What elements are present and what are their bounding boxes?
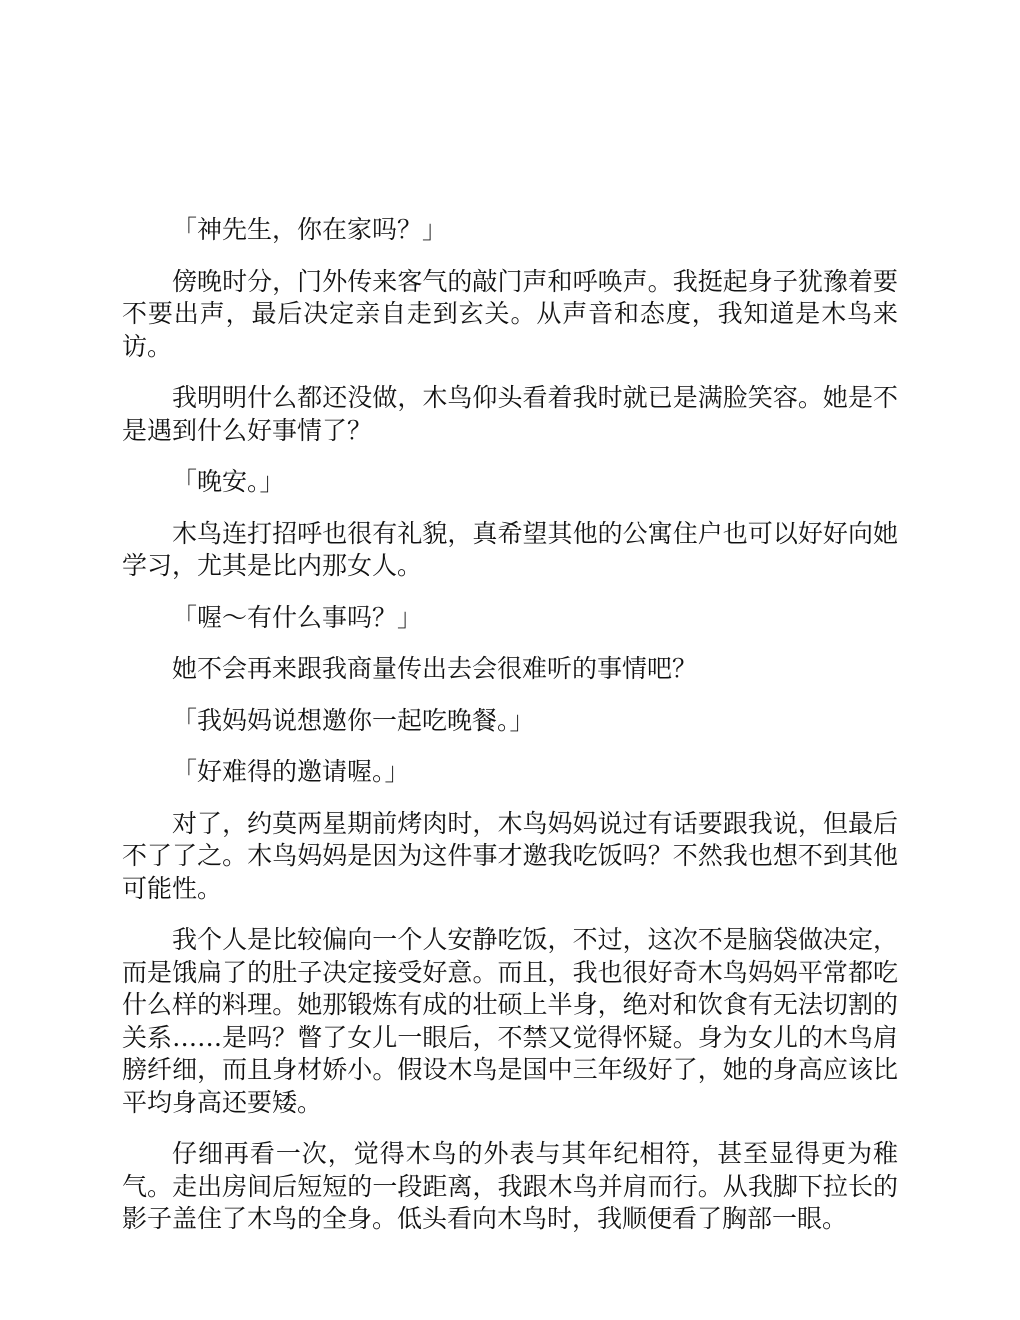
paragraph-dialogue: 「喔～有什么事吗？」 bbox=[172, 602, 423, 632]
paragraph-dialogue: 「好难得的邀请喔。」 bbox=[172, 757, 410, 786]
paragraph: 她不会再来跟我商量传出去会很难听的事情吧？ bbox=[172, 654, 698, 683]
paragraph-dialogue: 「神先生，你在家吗？」 bbox=[172, 215, 448, 244]
document-body bbox=[122, 214, 898, 1255]
paragraph: 仔细再看一次，觉得木鸟的外表与其年纪相符，甚至显得更为稚气。走出房间后短短的一段距离，我跟木鸟并肩而行。从我脚下拉长的影子盖住了木鸟的全身。低头看向木鸟时，我顺便看了胸部一眼。 bbox=[122, 1139, 898, 1233]
paragraph-dialogue: 「我妈妈说想邀你一起吃晚餐。」 bbox=[172, 705, 535, 735]
paragraph: 我个人是比较偏向一个人安静吃饭，不过，这次不是脑袋做决定，而是饿扁了的肚子决定接受好意。而且，我也很好奇木鸟妈妈平常都吃什么样的料理。她那锻炼有成的壮硕上半身，绝对和饮食有无法切割的关系……是吗？瞥了女儿一眼后，不禁又觉得怀疑。身为女儿的木鸟肩膀纤细，而且身材娇小。假设木鸟是国中三年级好了，她的身高应该比平均身高还要矮。 bbox=[122, 925, 898, 1117]
paragraph: 我明明什么都还没做，木鸟仰头看着我时就已是满脸笑容。她是不是遇到什么好事情了？ bbox=[122, 383, 898, 445]
paragraph: 木鸟连打招呼也很有礼貌，真希望其他的公寓住户也可以好好向她学习，尤其是比内那女人。 bbox=[122, 518, 898, 580]
paragraph: 傍晚时分，门外传来客气的敲门声和呼唤声。我挺起身子犹豫着要不要出声，最后决定亲自走到玄关。从声音和态度，我知道是木鸟来访。 bbox=[122, 266, 898, 361]
paragraph-dialogue: 「晚安。」 bbox=[172, 467, 285, 496]
paragraph: 对了，约莫两星期前烤肉时，木鸟妈妈说过有话要跟我说，但最后不了了之。木鸟妈妈是因为这件事才邀我吃饭吗？不然我也想不到其他可能性。 bbox=[122, 808, 898, 903]
